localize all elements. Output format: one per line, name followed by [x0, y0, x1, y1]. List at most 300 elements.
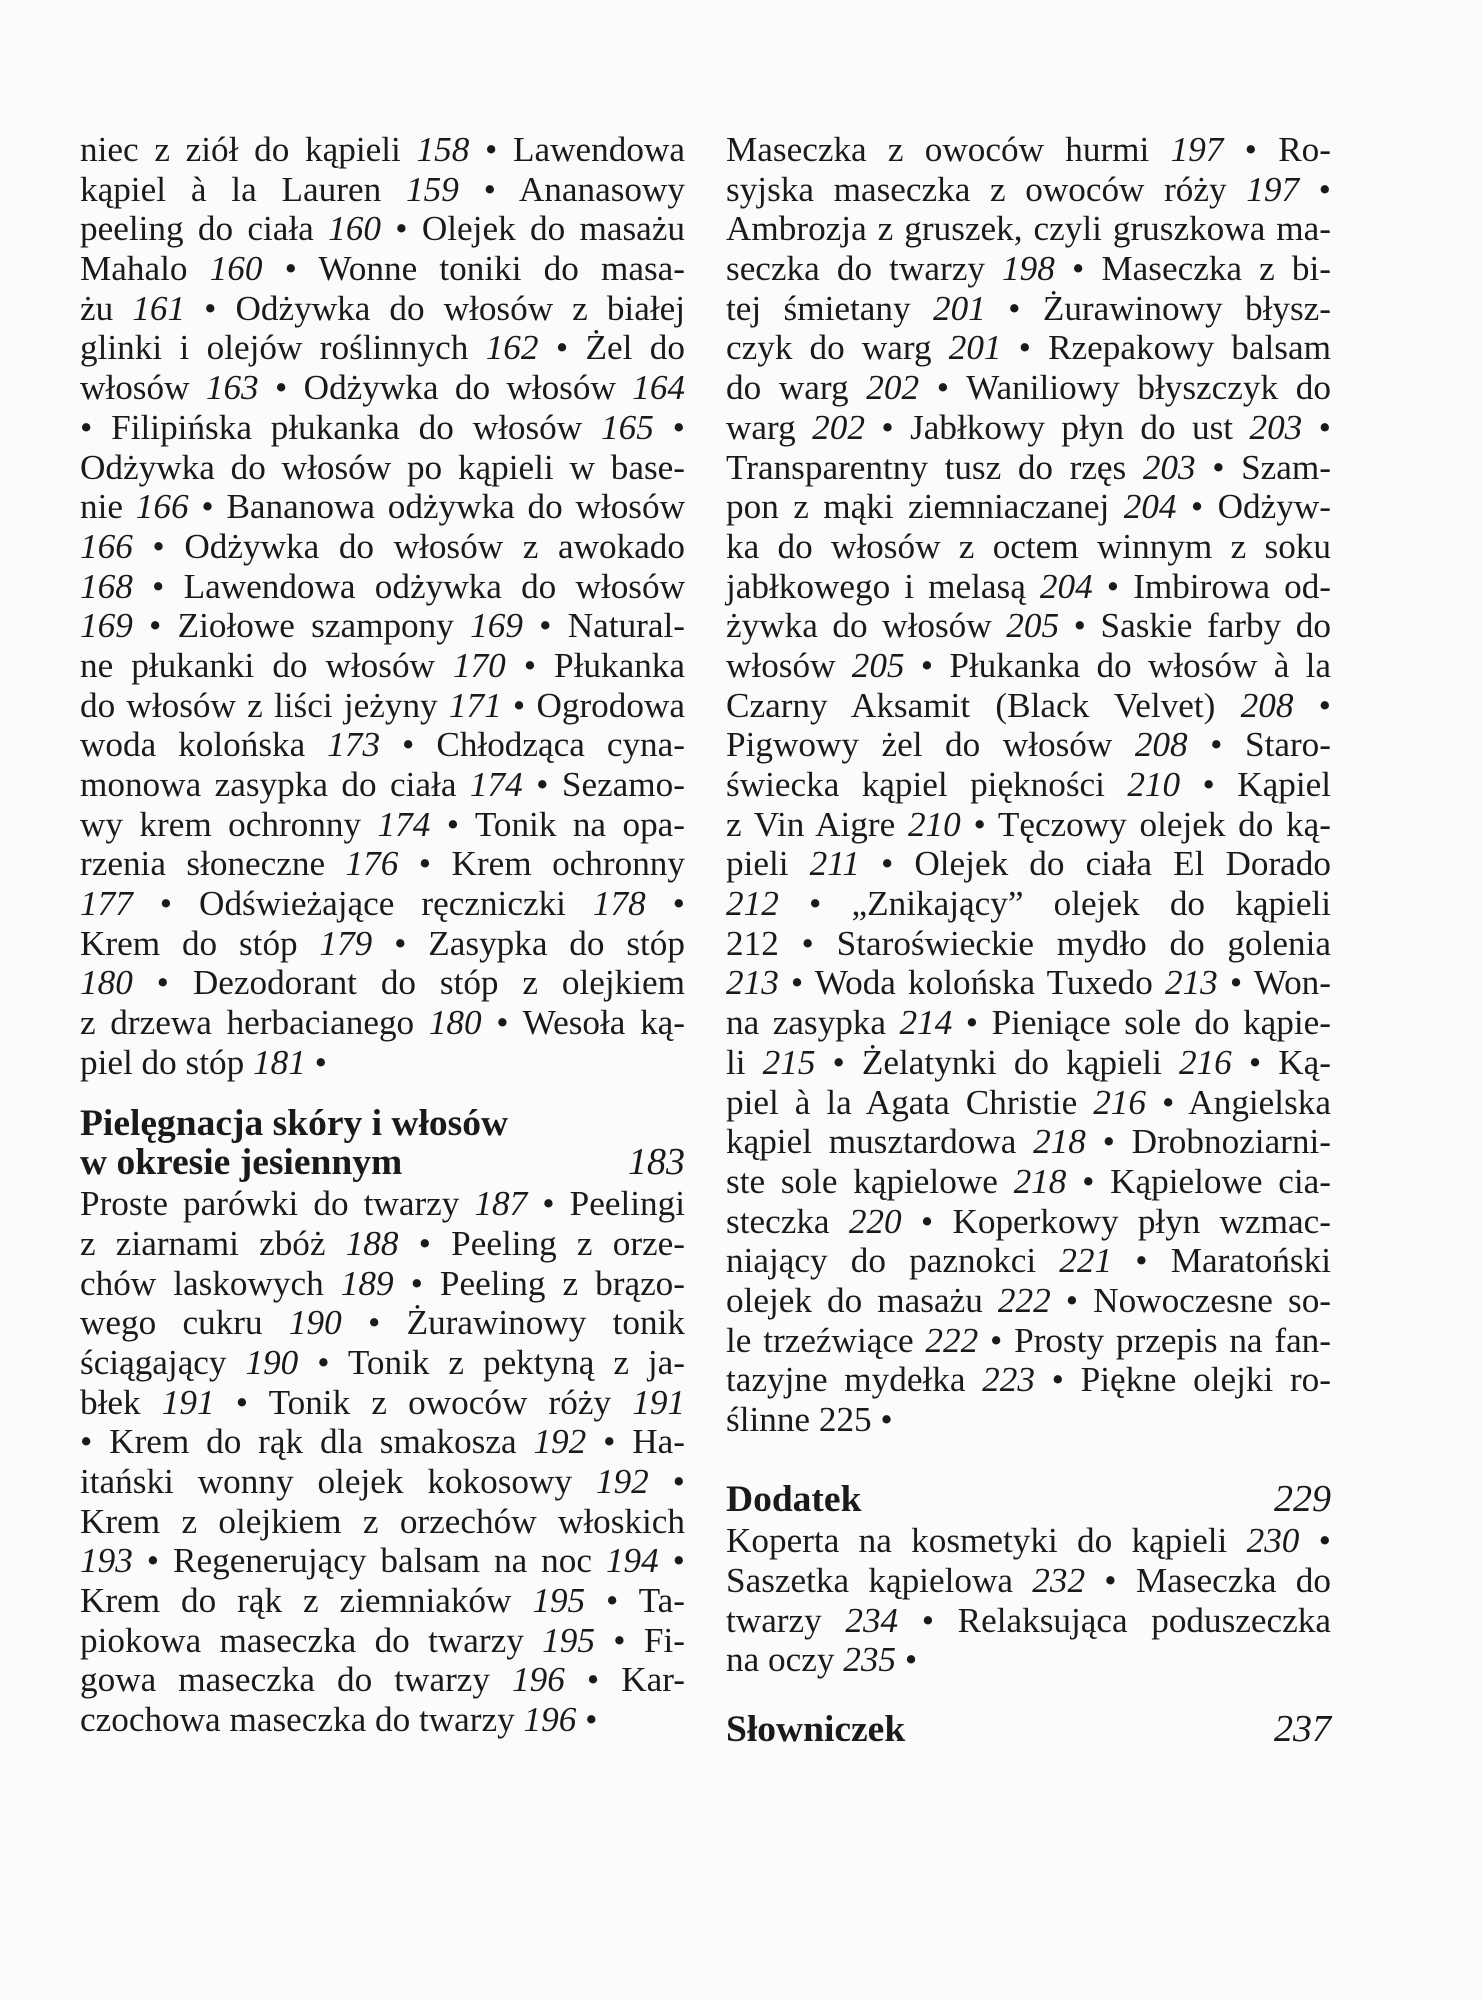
toc-line	[726, 805, 1331, 845]
page-number: 213	[726, 963, 779, 1003]
page-number: 192	[595, 1462, 649, 1502]
toc-line	[80, 1581, 685, 1621]
entry-text: czochowa maseczka do twarzy	[80, 1700, 524, 1740]
toc-line	[80, 1422, 685, 1462]
page-number: 170	[452, 645, 506, 685]
section-title: Dodatek	[726, 1478, 862, 1520]
toc-line	[80, 1660, 685, 1700]
entry-text: ne płukanki do włosów	[80, 645, 453, 685]
page-number: 195	[542, 1620, 595, 1660]
page-number: 220	[848, 1201, 902, 1241]
page-number: 218	[1033, 1122, 1086, 1162]
entry-text: • Peeling z orze-	[398, 1223, 685, 1263]
entry-text: Czarny Aksamit (Black Velvet)	[726, 685, 1241, 725]
entry-text: chów laskowych	[80, 1263, 341, 1303]
toc-line	[80, 1502, 685, 1542]
entry-text: tazyjne mydełka	[726, 1360, 983, 1400]
page-number: 223	[982, 1360, 1035, 1400]
toc-line	[726, 527, 1331, 567]
entry-text: • „Znikający” olejek do kąpieli	[778, 884, 1331, 924]
entry-text: •	[305, 1042, 327, 1082]
page-number: 218	[1013, 1161, 1067, 1201]
toc-line	[726, 328, 1331, 368]
page-number: 205	[851, 645, 905, 685]
toc-line	[726, 1202, 1331, 1242]
toc-line	[726, 1561, 1331, 1601]
page-number: 214	[899, 1003, 953, 1043]
toc-line	[726, 1601, 1331, 1641]
entry-text: • Płukanka	[505, 645, 685, 685]
left-column	[80, 130, 685, 1740]
entry-text: 212 • Staroświeckie mydło do golenia	[726, 923, 1331, 963]
toc-line	[80, 725, 685, 765]
page-number: 160	[328, 209, 381, 249]
page-number: 230	[1246, 1521, 1300, 1561]
toc-line	[726, 289, 1331, 329]
entry-text: • Prosty przepis na fan-	[978, 1320, 1331, 1360]
entry-text: wego cukru	[80, 1303, 289, 1343]
entry-text: • Saskie farby do	[1059, 606, 1331, 646]
entry-text: • Won-	[1217, 963, 1331, 1003]
entry-text: • Tonik z owoców róży	[214, 1382, 633, 1422]
toc-line	[726, 567, 1331, 607]
entry-text: • Nowoczesne so-	[1050, 1280, 1331, 1320]
entry-text: • Maseczka do	[1085, 1561, 1331, 1601]
entry-text: rzenia słoneczne	[80, 844, 346, 884]
section-dodatek	[726, 1477, 1331, 1680]
toc-line	[726, 1162, 1331, 1202]
entry-text: • Woda kolońska Tuxedo	[778, 963, 1165, 1003]
entry-text: syjska maseczka z owoców róży	[726, 169, 1247, 209]
entry-text: • Regenerujący balsam na noc	[132, 1541, 606, 1581]
page-number: 166	[135, 487, 189, 527]
entry-text: ste sole kąpielowe	[726, 1161, 1014, 1201]
entry-text: • Maseczka z bi-	[1054, 249, 1331, 289]
page-number: 234	[845, 1600, 899, 1640]
entry-text: Krem do stóp	[80, 923, 320, 963]
page-number: 221	[1059, 1241, 1113, 1281]
toc-line	[726, 1241, 1331, 1281]
page-number: 168	[80, 566, 133, 606]
toc-line	[80, 1264, 685, 1304]
section-autumn	[80, 1102, 685, 1740]
entry-text: żu	[80, 288, 133, 328]
entry-text: • Ananasowy	[458, 169, 685, 209]
page-number: 166	[80, 526, 133, 566]
entry-text: • Ogrodowa	[501, 685, 685, 725]
entry-text: • Krem do rąk dla smakosza	[80, 1422, 534, 1462]
page-number: 159	[406, 169, 459, 209]
page-number: 190	[245, 1342, 299, 1382]
page-number: 205	[1006, 606, 1060, 646]
toc-line	[726, 1083, 1331, 1123]
entry-text: • Kąpiel	[1180, 765, 1331, 804]
toc-line	[726, 1640, 1331, 1680]
entry-text: błek	[80, 1382, 162, 1422]
entry-text: • Tęczowy olejek do ką-	[960, 804, 1331, 844]
toc-line	[726, 1043, 1331, 1083]
entry-text: • Ziołowe szampony	[132, 606, 471, 646]
page-number: 165	[601, 407, 654, 447]
entry-text: • Staro-	[1187, 725, 1331, 765]
entry-text: Koperta na kosmetyki do kąpieli	[726, 1521, 1247, 1561]
toc-line	[726, 844, 1331, 884]
entry-text: • Koperkowy płyn wzmac-	[901, 1201, 1331, 1241]
toc-line	[80, 1700, 685, 1740]
entry-text: le trzeźwiące	[726, 1320, 926, 1360]
toc-line	[726, 209, 1331, 249]
right-column	[726, 130, 1331, 1750]
entry-text: do warg	[726, 368, 867, 408]
entry-text: •	[653, 407, 685, 447]
entry-text: • Piękne olejki ro-	[1034, 1360, 1331, 1400]
toc-line	[726, 1122, 1331, 1162]
entry-text: seczka do twarzy	[726, 249, 1003, 289]
toc-line	[726, 924, 1331, 964]
entry-text: Pigwowy żel do włosów	[726, 725, 1135, 765]
toc-line	[80, 1383, 685, 1423]
toc-line	[80, 289, 685, 329]
page-number: 173	[327, 725, 381, 765]
toc-line	[726, 249, 1331, 289]
entry-text: glinki i olejów roślinnych	[80, 328, 486, 368]
toc-line	[80, 1303, 685, 1343]
page-number: 181	[253, 1042, 306, 1082]
page-number: 194	[605, 1541, 659, 1581]
page-number: 210	[907, 804, 961, 844]
entry-text: • Żelatynki do kąpieli	[815, 1042, 1179, 1082]
section-slowniczek	[726, 1710, 1331, 1750]
page-number: 192	[533, 1422, 587, 1462]
entry-text: • Imbirowa od-	[1092, 566, 1331, 606]
entry-text: Krem z olejkiem z orzechów włoskich	[80, 1501, 685, 1541]
page-number: 164	[632, 368, 686, 408]
entry-text: •	[576, 1700, 598, 1740]
page-number: 169	[80, 606, 133, 646]
toc-line	[80, 686, 685, 726]
entry-text: ściągający	[80, 1342, 246, 1382]
page-number: 174	[469, 765, 523, 804]
page-number: 197	[1170, 130, 1224, 169]
entry-text: żywka do włosów	[726, 606, 1007, 646]
page-number: 216	[1178, 1042, 1232, 1082]
entry-text: •	[648, 1462, 685, 1502]
entry-text: • Angielska	[1145, 1082, 1331, 1122]
page-number: 201	[948, 328, 1002, 368]
toc-line	[726, 1400, 1331, 1440]
toc-line	[726, 646, 1331, 686]
entry-text: itański wonny olejek kokosowy	[80, 1462, 596, 1502]
toc-line	[726, 1360, 1331, 1400]
page-number: 235	[843, 1640, 897, 1680]
entry-text: •	[1299, 1521, 1331, 1561]
page-number: 208	[1134, 725, 1188, 765]
page-number: 196	[512, 1660, 565, 1700]
entry-text: • Tonik z pektyną z ja-	[298, 1342, 685, 1382]
page-number: 210	[1127, 765, 1181, 804]
page-number: 204	[1039, 566, 1093, 606]
page-number: 179	[319, 923, 373, 963]
page-number: 160	[209, 249, 263, 289]
entry-text: • Rzepakowy balsam	[1001, 328, 1331, 368]
section-title: Słowniczek	[726, 1709, 906, 1751]
toc-line	[726, 448, 1331, 488]
section-page-number: 183	[628, 1140, 685, 1183]
entry-text: • Żurawinowy tonik	[341, 1303, 685, 1343]
toc-line	[80, 1462, 685, 1502]
entry-text: • Odżywka do włosów	[258, 368, 633, 408]
entry-text: niający do paznokci	[726, 1241, 1060, 1281]
entry-text: • Ką-	[1231, 1042, 1331, 1082]
entry-text: • Płukanka do włosów à la	[904, 645, 1331, 685]
page-number: 198	[1002, 249, 1055, 289]
entry-text: z drzewa herbacianego	[80, 1003, 429, 1043]
entry-text: • Krem ochronny	[398, 844, 685, 884]
toc-line	[80, 1541, 685, 1581]
toc-line	[80, 1343, 685, 1383]
entry-text: • Chłodząca cyna-	[380, 725, 685, 765]
toc-line	[726, 606, 1331, 646]
page-number: 177	[80, 884, 133, 924]
page-number: 162	[485, 328, 539, 368]
toc-line	[80, 646, 685, 686]
toc-line	[80, 805, 685, 845]
page-number: 195	[532, 1581, 586, 1621]
entry-text: włosów	[726, 645, 852, 685]
entry-text: • Kąpielowe cia-	[1066, 1161, 1331, 1201]
entry-text: Krem do rąk z ziemniaków	[80, 1581, 533, 1621]
entry-text: warg	[726, 407, 813, 447]
page-number: 191	[161, 1382, 215, 1422]
section-title-line1: Pielęgnacja skóry i włosów	[80, 1102, 509, 1144]
page-number: 201	[932, 288, 986, 328]
left-column-entries	[80, 130, 685, 1083]
entry-text: • Olejek do ciała El Dorado	[859, 844, 1331, 884]
toc-line	[80, 1184, 685, 1224]
entry-text: • Maratoński	[1112, 1241, 1331, 1281]
entry-text: do włosów z liści jeżyny	[80, 685, 449, 725]
page-number: 197	[1246, 169, 1300, 209]
toc-line	[726, 963, 1331, 1003]
entry-text: kąpiel à la Lauren	[80, 169, 407, 209]
entry-text: •	[1302, 407, 1331, 447]
entry-text: ślinne 225 •	[726, 1400, 893, 1439]
toc-line	[726, 487, 1331, 527]
entry-text: • Odżywka do włosów z awokado	[132, 526, 685, 566]
page-number: 215	[762, 1042, 816, 1082]
toc-line	[726, 368, 1331, 408]
entry-text: • Waniliowy błyszczyk do	[919, 368, 1331, 408]
entry-text: piel à la Agata Christie	[726, 1082, 1094, 1122]
page-number: 187	[474, 1184, 528, 1224]
entry-text: Transparentny tusz do rzęs	[726, 447, 1143, 487]
toc-line	[80, 368, 685, 408]
page-number: 188	[345, 1223, 399, 1263]
toc-line	[80, 328, 685, 368]
page-number: 180	[80, 963, 133, 1003]
page-number: 169	[470, 606, 523, 646]
entry-text: • Relaksująca poduszeczka	[898, 1600, 1331, 1640]
entry-text: monowa zasypka do ciała	[80, 765, 470, 804]
page-number: 158	[416, 130, 470, 169]
entry-text: wy krem ochronny	[80, 804, 378, 844]
entry-text: • Olejek do masażu	[380, 209, 685, 249]
page-number: 193	[80, 1541, 133, 1581]
entry-text: włosów	[80, 368, 206, 408]
page-number: 204	[1123, 487, 1177, 527]
entry-text: • Natural-	[522, 606, 685, 646]
toc-line	[726, 884, 1331, 924]
toc-line	[80, 1043, 685, 1083]
entry-text: Proste parówki do twarzy	[80, 1184, 475, 1224]
toc-line	[80, 209, 685, 249]
entry-text: • Odżywka do włosów z białej	[185, 288, 685, 328]
entry-text: • Kar-	[564, 1660, 685, 1700]
entry-text: z ziarnami zbóż	[80, 1223, 346, 1263]
entry-text: czyk do warg	[726, 328, 949, 368]
page-number: 212	[726, 884, 779, 924]
toc-line	[726, 1521, 1331, 1561]
toc-line	[80, 1003, 685, 1043]
entry-text: ka do włosów z octem winnym z soku	[726, 526, 1331, 566]
entry-text: • Lawendowa	[469, 130, 685, 169]
toc-line	[80, 567, 685, 607]
toc-line	[80, 606, 685, 646]
toc-line	[80, 487, 685, 527]
entry-text: • Lawendowa odżywka do włosów	[132, 566, 685, 606]
entry-text: • Jabłkowy płyn do ust	[864, 407, 1250, 447]
page-number: 189	[340, 1263, 394, 1303]
entry-text: świecka kąpiel piękności	[726, 765, 1128, 804]
toc-line	[726, 1003, 1331, 1043]
page-number: 203	[1249, 407, 1303, 447]
entry-text: • Ta-	[585, 1581, 685, 1621]
entry-text: nie	[80, 487, 136, 527]
entry-text: • Fi-	[594, 1620, 685, 1660]
entry-text: Ambrozja z gruszek, czyli gruszkowa ma-	[726, 209, 1331, 249]
toc-line	[726, 725, 1331, 765]
entry-text: li	[726, 1042, 763, 1082]
entry-text: • Odświeżające ręczniczki	[132, 884, 593, 924]
entry-text: pon z mąki ziemniaczanej	[726, 487, 1124, 527]
page-number: 202	[866, 368, 920, 408]
page-number: 213	[1164, 963, 1218, 1003]
entry-text: •	[658, 1541, 685, 1581]
toc-line	[726, 686, 1331, 726]
page-number: 216	[1093, 1082, 1146, 1122]
toc-line	[726, 130, 1331, 170]
section-title-line2: w okresie jesiennym	[80, 1141, 403, 1183]
section-page-number: 229	[1274, 1477, 1331, 1520]
page-number: 190	[288, 1303, 342, 1343]
entry-text: z Vin Aigre	[726, 804, 908, 844]
toc-line	[80, 924, 685, 964]
right-column-entries	[726, 130, 1331, 1440]
page-number: 208	[1240, 685, 1294, 725]
toc-line	[80, 448, 685, 488]
entry-text: twarzy	[726, 1600, 846, 1640]
toc-line	[80, 130, 685, 170]
page-number: 161	[132, 288, 186, 328]
page-number: 171	[448, 685, 502, 725]
entry-text: • Pieniące sole do kąpie-	[952, 1003, 1332, 1043]
section-entries	[80, 1184, 685, 1740]
page-number: 191	[632, 1382, 685, 1422]
entry-text: • Szam-	[1195, 447, 1331, 487]
toc-line	[726, 1321, 1331, 1361]
entry-text: • Odżyw-	[1176, 487, 1331, 527]
toc-line	[80, 963, 685, 1003]
entry-text: Maseczka z owoców hurmi	[726, 130, 1171, 169]
entry-text: • Ha-	[586, 1422, 685, 1462]
entry-text: Saszetka kąpielowa	[726, 1561, 1033, 1601]
toc-line	[80, 1224, 685, 1264]
entry-text: Odżywka do włosów po kąpieli w base-	[80, 447, 685, 487]
entry-text: tej śmietany	[726, 288, 933, 328]
page-number: 178	[592, 884, 646, 924]
entry-text: • Tonik na opa-	[430, 804, 686, 844]
entry-text: piel do stóp	[80, 1042, 253, 1082]
toc-line	[80, 844, 685, 884]
toc-line	[80, 408, 685, 448]
entry-text: • Wesoła ką-	[481, 1003, 685, 1043]
entry-text: •	[645, 884, 685, 924]
page-number: 196	[523, 1700, 577, 1740]
entry-text: steczka	[726, 1201, 849, 1241]
page-number: 222	[997, 1280, 1051, 1320]
entry-text: jabłkowego i melasą	[726, 566, 1040, 606]
entry-text: • Ro-	[1223, 130, 1331, 169]
page-number: 203	[1142, 447, 1196, 487]
page-number: 211	[809, 844, 860, 884]
entry-text: • Żel do	[538, 328, 685, 368]
toc-line	[80, 765, 685, 805]
toc-line	[726, 170, 1331, 210]
entry-text: • Sezamo-	[522, 765, 685, 804]
entry-text: Mahalo	[80, 249, 210, 289]
toc-line	[726, 408, 1331, 448]
entry-text: gowa maseczka do twarzy	[80, 1660, 513, 1700]
entry-text: • Peelingi	[527, 1184, 685, 1224]
entry-text: olejek do masażu	[726, 1280, 998, 1320]
page-number: 180	[428, 1003, 482, 1043]
toc-line	[80, 884, 685, 924]
toc-line	[726, 765, 1331, 805]
entry-text: na oczy	[726, 1640, 844, 1680]
page-number: 174	[377, 804, 431, 844]
entry-text: • Drobnoziarni-	[1085, 1122, 1331, 1162]
entry-text: • Wonne toniki do masa-	[262, 249, 685, 289]
entry-text: na zasypka	[726, 1003, 900, 1043]
toc-line	[80, 249, 685, 289]
toc-line	[80, 1621, 685, 1661]
entry-text: •	[1299, 169, 1331, 209]
entry-text: • Filipińska płukanka do włosów	[80, 407, 602, 447]
entry-text: • Żurawinowy błysz-	[985, 288, 1331, 328]
entry-text: piokowa maseczka do twarzy	[80, 1620, 543, 1660]
entry-text: •	[1293, 685, 1331, 725]
toc-line	[80, 527, 685, 567]
entry-text: • Zasypka do stóp	[372, 923, 685, 963]
toc-line	[726, 1281, 1331, 1321]
entry-text: niec z ziół do kąpieli	[80, 130, 417, 169]
page-number: 222	[925, 1320, 979, 1360]
section-page-number: 237	[1274, 1708, 1331, 1751]
section-entries	[726, 1521, 1331, 1680]
entry-text: • Dezodorant do stóp z olejkiem	[132, 963, 685, 1003]
entry-text: • Bananowa odżywka do włosów	[188, 487, 685, 527]
page-number: 232	[1032, 1561, 1086, 1601]
